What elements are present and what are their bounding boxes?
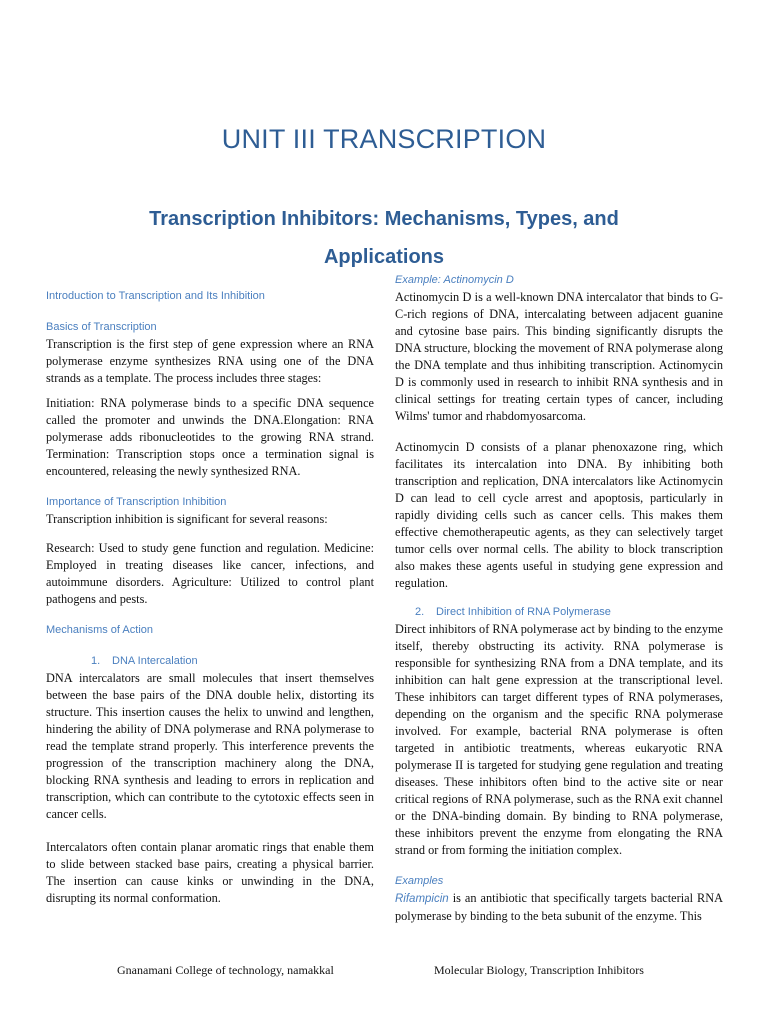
document-subtitle: Transcription Inhibitors: Mechanisms, Types, and Applications bbox=[149, 208, 619, 268]
heading-text: Direct Inhibition of RNA Polymerase bbox=[436, 606, 611, 618]
paragraph-rifampicin bbox=[395, 890, 723, 925]
paragraph-dna-intercalation: DNA intercalators are small molecules that insert themselves between the base pairs of the DNA double helix, distorting its structure. This insertion causes the helix to unwind and lengthen, hindering the ability of DNA polymerase and RNA polymerase to read the template strand properly. This interference prevents the progression of the transcription machinery along the DNA, blocking RNA synthesis and leading to errors in replication and transcription, which can contribute to the cytotoxic effects seen in cancer cells. bbox=[46, 671, 374, 821]
heading-examples: Examples bbox=[395, 875, 444, 887]
heading-direct-inhibition bbox=[395, 604, 723, 621]
paragraph-stages: Initiation: RNA polymerase binds to a specific DNA sequence called the promoter and unwinds the DNA.Elongation: RNA polymerase adds ribonucleotides to the growing RNA strand. Termination: Transcription stops once a termination signal is encountered, releasing the newly synthesized RNA. bbox=[46, 396, 374, 478]
left-column bbox=[46, 288, 374, 907]
footer-course: Molecular Biology, Transcription Inhibitors bbox=[434, 963, 644, 977]
paragraph-basics: Transcription is the first step of gene expression where an RNA polymerase enzyme synthesizes RNA using one of the DNA strands as a template. The process includes three stages: bbox=[46, 337, 374, 385]
heading-number: 2. bbox=[415, 606, 425, 618]
heading-importance: Importance of Transcription Inhibition bbox=[46, 496, 227, 508]
heading-introduction: Introduction to Transcription and Its Inhibition bbox=[46, 290, 265, 302]
paragraph-direct-inhibition: Direct inhibitors of RNA polymerase act by binding to the enzyme itself, thereby obstructing its activity. RNA polymerase is responsible for synthesizing RNA from a DNA template, and its inhibition can halt gene expression at the transcriptional level. These inhibitors can target different types of RNA polymerases, depending on the organism and the specific RNA polymerase involved. For example, bacterial RNA polymerase is often targeted in antibiotic treatments, whereas eukaryotic RNA polymerase II is targeted for studying gene regulation and treating diseases. These inhibitors often bind to the active site or near critical regions of RNA polymerase, such as the RNA exit channel or the DNA-binding domain. By binding to RNA polymerase, these inhibitors prevent the enzyme from elongating the RNA strand or from forming the initiation complex. bbox=[395, 622, 723, 857]
right-column bbox=[395, 272, 723, 925]
term-rifampicin: Rifampicin bbox=[395, 893, 449, 905]
paragraph-actinomycin-1: Actinomycin D is a well-known DNA intercalator that binds to G-C-rich regions of DNA, intercalating between adjacent guanine and cytosine base pairs. This binding significantly disrupts the DNA structure, blocking the movement of RNA polymerase along the DNA template and thus inhibiting transcription. Actinomycin D is commonly used in research to inhibit RNA synthesis and in clinical settings for treating certain types of cancer, including Wilms' tumor and rhabdomyosarcoma. bbox=[395, 290, 723, 423]
rifampicin-text: is an antibiotic that specifically targets bacterial RNA polymerase by binding to the beta subunit of the enzyme. This bbox=[395, 891, 723, 923]
heading-example-actinomycin: Example: Actinomycin D bbox=[395, 274, 514, 286]
footer-college: Gnanamani College of technology, namakkal bbox=[117, 963, 334, 977]
paragraph-reasons: Research: Used to study gene function and regulation. Medicine: Employed in treating diseases like cancer, infections, and autoimmune disorders. Agriculture: Utilized to control plant pathogens and pests. bbox=[46, 541, 374, 606]
heading-basics: Basics of Transcription bbox=[46, 321, 157, 333]
paragraph-actinomycin-2: Actinomycin D consists of a planar phenoxazone ring, which facilitates its intercalation into DNA. By inhibiting both transcription and replication, DNA intercalators like Actinomycin D can lead to cell cycle arrest and apoptosis, particularly in rapidly dividing cells such as cancer cells. This makes them effective chemotherapeutic agents, as they can selectively target tumor cells over normal cells. The ability to block transcription also makes these agents useful in studying gene expression and regulation. bbox=[395, 440, 723, 590]
heading-text: DNA Intercalation bbox=[112, 655, 198, 667]
heading-number: 1. bbox=[91, 655, 101, 667]
page-title: UNIT III TRANSCRIPTION bbox=[221, 124, 547, 154]
paragraph-importance: Transcription inhibition is significant for several reasons: bbox=[46, 512, 328, 526]
paragraph-intercalators: Intercalators often contain planar aromatic rings that enable them to slide between stacked base pairs, creating a physical barrier. The insertion can cause kinks or unwinding in the DNA, disrupting its normal conformation. bbox=[46, 840, 374, 905]
heading-mechanisms: Mechanisms of Action bbox=[46, 624, 153, 636]
heading-dna-intercalation bbox=[46, 653, 374, 670]
